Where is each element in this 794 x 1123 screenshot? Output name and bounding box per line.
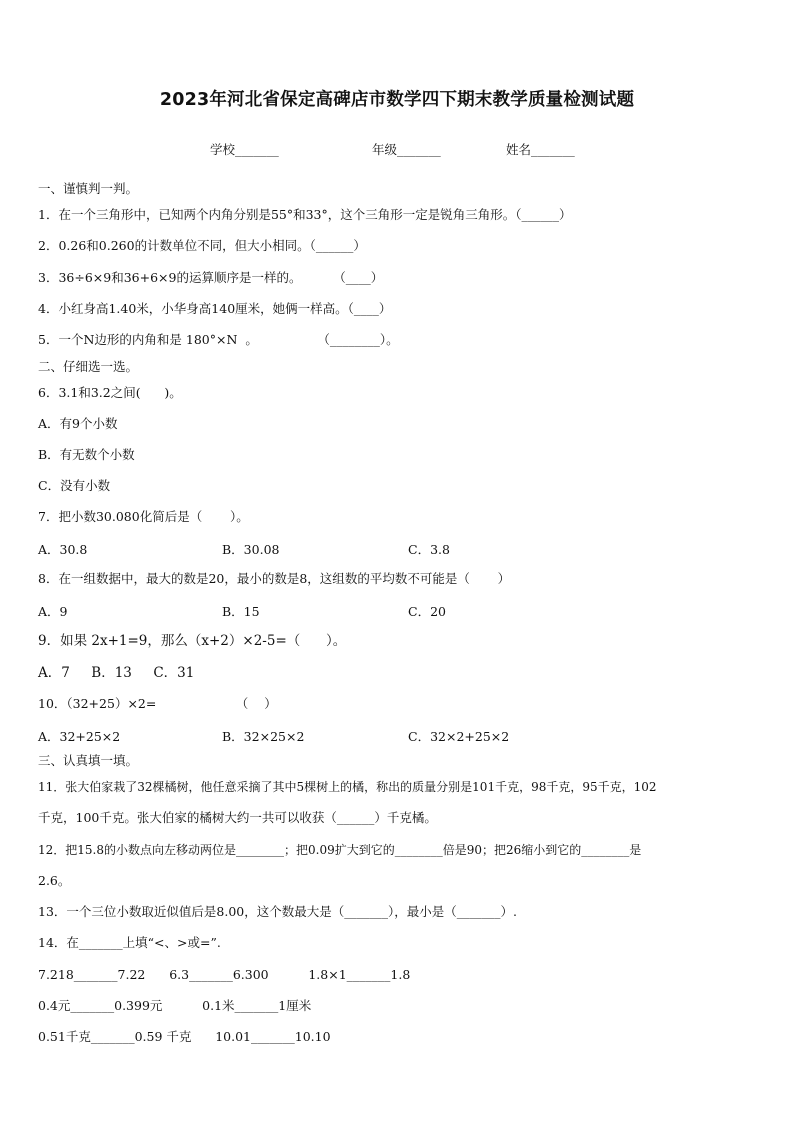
question-10-option-c: C．32×2+25×2	[408, 729, 510, 744]
question-10-option-a: A．32+25×2	[38, 729, 121, 744]
question-7-option-a: A．30.8	[38, 542, 88, 557]
question-10: 10．（32+25）×2= （ ）	[38, 696, 277, 711]
question-6-option-c: C．没有小数	[38, 478, 111, 493]
question-2: 2．0.26和0.260的计数单位不同，但大小相同。（______）	[38, 238, 366, 253]
grade-field: 年级_______	[372, 142, 441, 157]
name-field: 姓名_______	[506, 142, 575, 157]
question-14-row-3: 0.51千克_______0.59 千克 10.01_______10.10	[38, 1029, 331, 1044]
question-6-option-b: B．有无数个小数	[38, 447, 135, 462]
question-14-row-2: 0.4元_______0.399元 0.1米_______1厘米	[38, 998, 312, 1013]
question-13: 13．一个三位小数取近似值后是8.00，这个数最大是（_______），最小是（_______）.	[38, 904, 517, 919]
question-4: 4．小红身高1.40米，小华身高140厘米，她俩一样高。（____）	[38, 301, 392, 316]
section-heading-3: 三、认真填一填。	[38, 753, 139, 768]
question-7: 7．把小数30.080化简后是（ ）。	[38, 509, 249, 524]
question-9-options: A．7 B．13 C．31	[38, 665, 195, 681]
question-8: 8．在一组数据中，最大的数是20，最小的数是8，这组数的平均数不可能是（ ）	[38, 571, 511, 586]
school-field: 学校_______	[210, 142, 279, 157]
question-14: 14．在_______上填“<、>或=”.	[38, 935, 221, 950]
question-6-option-a: A．有9个小数	[38, 416, 118, 431]
question-10-options	[38, 727, 764, 745]
question-1: 1．在一个三角形中，已知两个内角分别是55°和33°，这个三角形一定是锐角三角形。（______）	[38, 207, 572, 222]
question-12-line-2: 2.6。	[38, 873, 71, 888]
question-11-line-1: 11．张大伯家栽了32棵橘树，他任意采摘了其中5棵树上的橘，称出的质量分别是101千克，98千克，95千克，102	[38, 780, 657, 794]
question-8-option-c: C．20	[408, 604, 446, 619]
question-7-options	[38, 540, 764, 558]
question-6: 6．3.1和3.2之间( )。	[38, 385, 182, 400]
question-14-row-1: 7.218_______7.22 6.3_______6.300 1.8×1_______1.8	[38, 967, 411, 982]
question-8-option-b: B．15	[222, 604, 260, 619]
question-9: 9．如果 2x+1=9，那么（x+2）×2-5=（ ）。	[38, 633, 347, 649]
section-heading-1: 一、谨慎判一判。	[38, 181, 139, 196]
question-8-options	[38, 602, 764, 620]
section-heading-2: 二、仔细选一选。	[38, 359, 139, 374]
question-3: 3．36÷6×9和36+6×9的运算顺序是一样的。 （____）	[38, 270, 384, 285]
question-11-line-2: 千克，100千克。张大伯家的橘树大约一共可以收获（______）千克橘。	[38, 810, 437, 825]
question-5: 5．一个N边形的内角和是 180°×N 。 （________）。	[38, 332, 399, 347]
question-7-option-c: C．3.8	[408, 542, 450, 557]
question-8-option-a: A．9	[38, 604, 68, 619]
question-12-line-1: 12．把15.8的小数点向左移动两位是________；把0.09扩大到它的________倍是90；把26缩小到它的________是	[38, 843, 642, 857]
page-title: 2023年河北省保定高碑店市数学四下期末教学质量检测试题	[159, 90, 635, 110]
question-10-option-b: B．32×25×2	[222, 729, 305, 744]
question-7-option-b: B．30.08	[222, 542, 280, 557]
